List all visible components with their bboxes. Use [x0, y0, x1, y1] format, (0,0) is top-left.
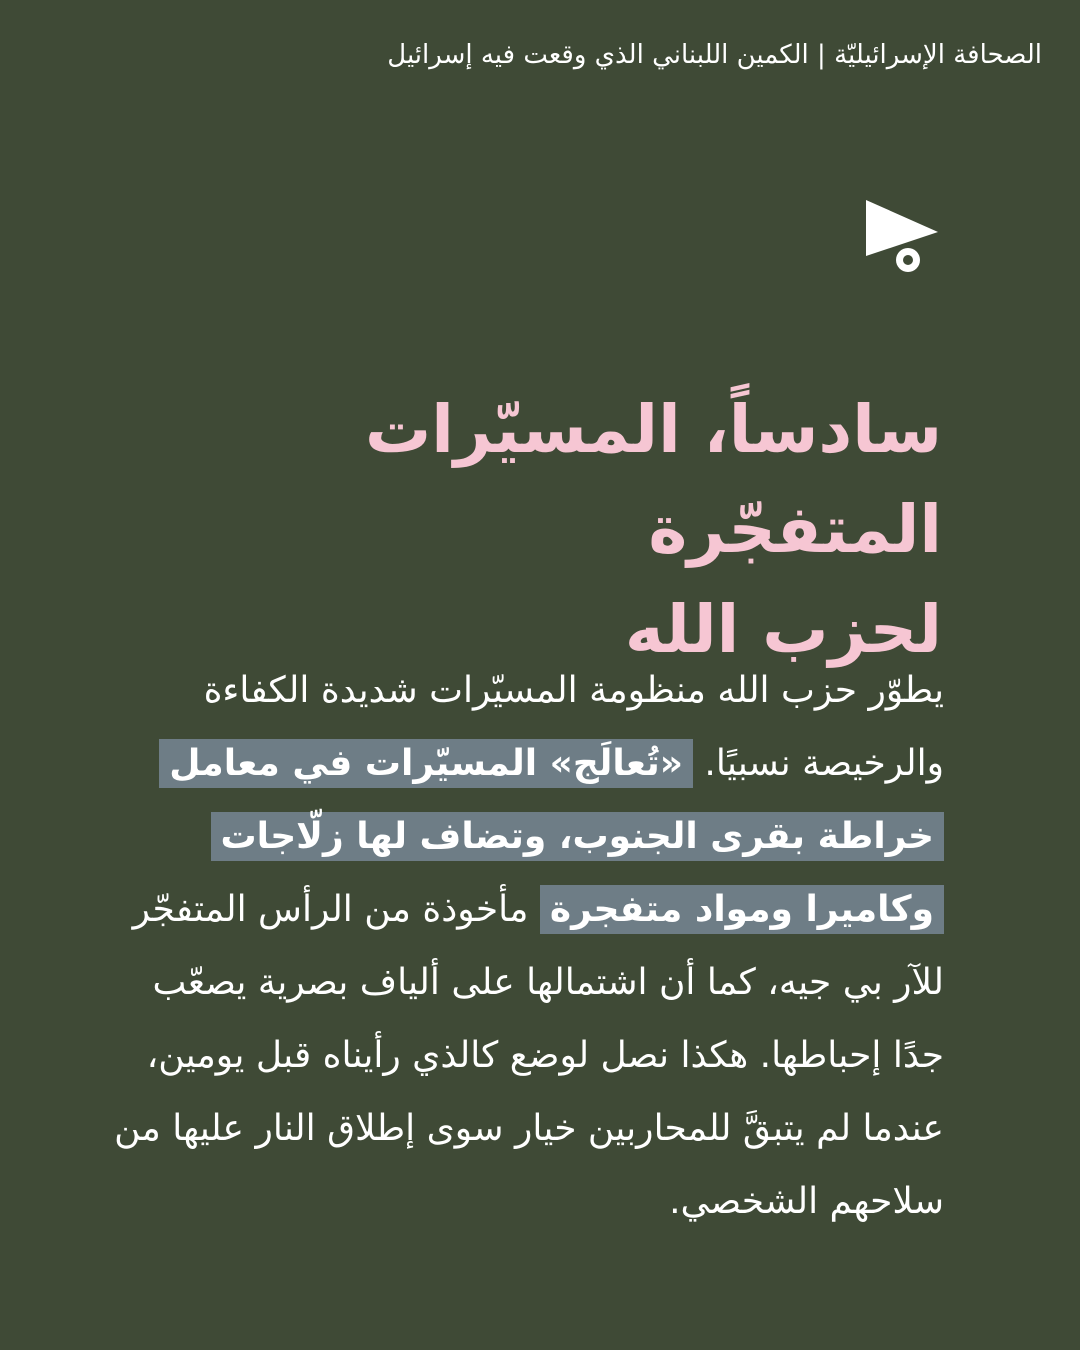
- article-body: [104, 654, 944, 1238]
- highlighted-passage: «تُعالَج» المسيّرات في معامل خراطة بقرى الجنوب، وتضاف لها زلّاجات وكاميرا ومواد متفجرة: [159, 739, 944, 934]
- article-title-line-2: لحزب الله: [624, 591, 942, 668]
- source-header: الصحافة الإسرائيليّة | الكمين اللبناني الذي وقعت فيه إسرائيل: [387, 40, 1042, 70]
- article-intro: يطوّر حزب الله منظومة المسيّرات شديدة الكفاءة والرخيصة نسبيًا.: [203, 670, 944, 784]
- article-title-line-1: سادساً، المسيّرات المتفجّرة: [364, 391, 942, 568]
- play-triangle-with-dot-icon: [862, 196, 942, 276]
- article-rest: مأخوذة من الرأس المتفجّر للآر بي جيه، كما أن اشتمالها على ألياف بصرية يصعّب جدًا إحباطها. هكذا نصل لوضع كالذي رأيناه قبل يومين، عندما لم يتبقَّ للمحاربين خيار سوى إطلاق النار عليها من سلاحهم الشخصي.: [114, 889, 944, 1222]
- article-title: [142, 380, 942, 680]
